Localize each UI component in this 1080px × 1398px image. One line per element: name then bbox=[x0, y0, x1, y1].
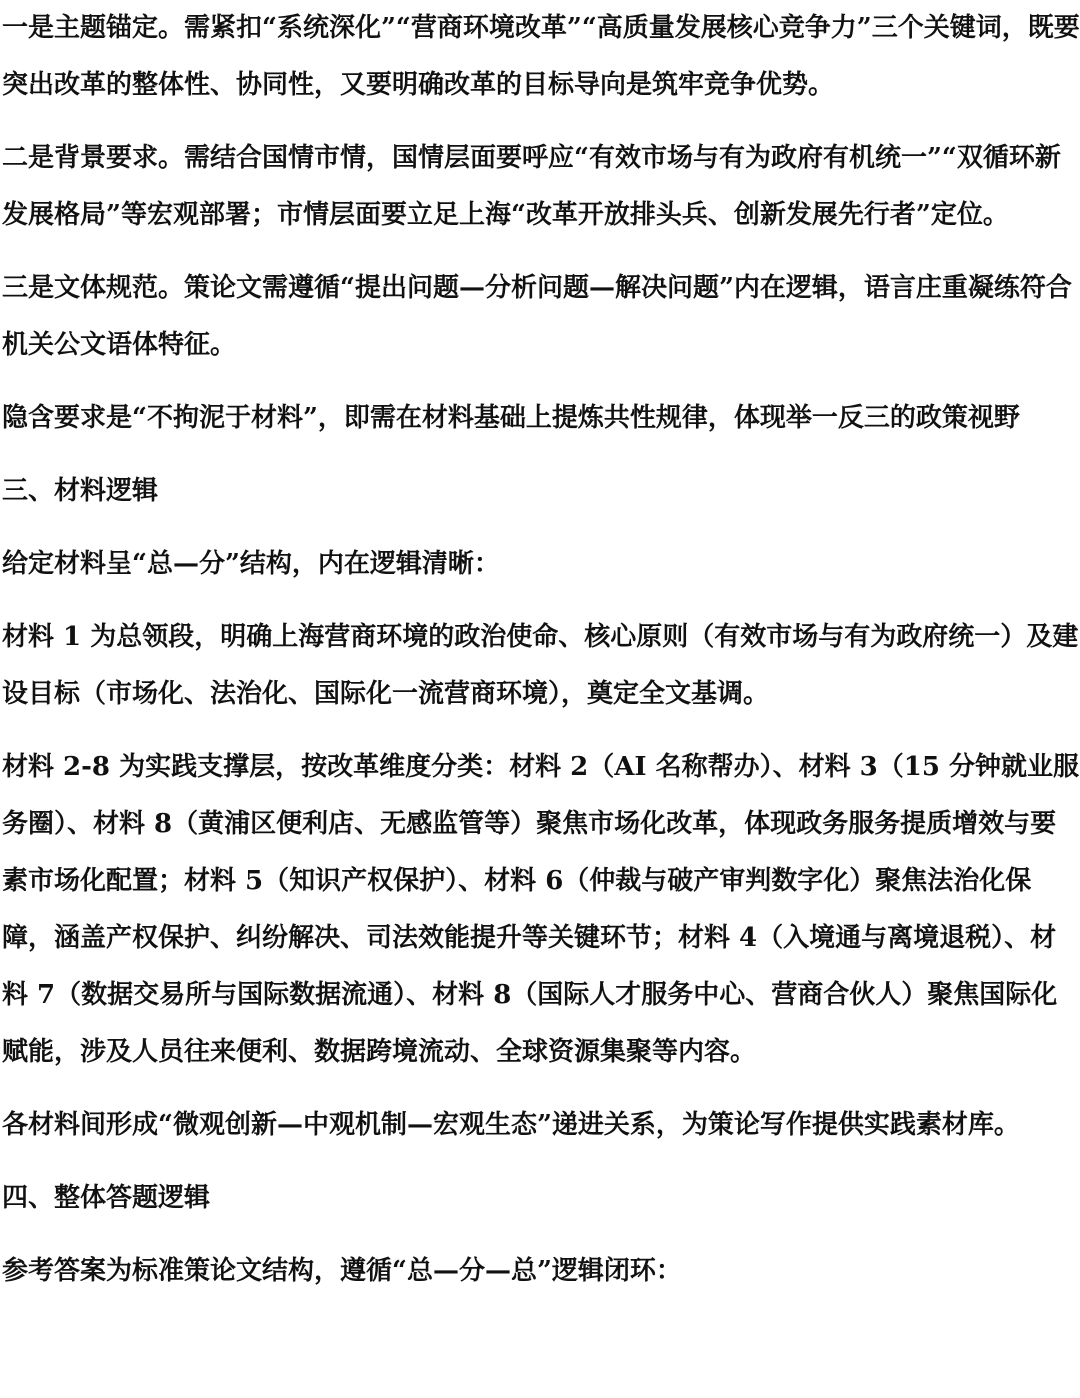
paragraph-gap bbox=[2, 447, 1080, 463]
paragraph-gap bbox=[2, 114, 1080, 130]
paragraph-background-requirement: 二是背景要求。需结合国情市情，国情层面要呼应“有效市场与有为政府有机统一”“双循环新发展格局”等宏观部署；市情层面要立足上海“改革开放排头兵、创新发展先行者”定位。 bbox=[2, 143, 1061, 230]
paragraph-gap bbox=[2, 1227, 1080, 1243]
paragraph-gap bbox=[2, 593, 1080, 609]
paragraph-gap bbox=[2, 1154, 1080, 1170]
paragraph-materials-2-8: 材料 2-8 为实践支撑层，按改革维度分类：材料 2（AI 名称帮办）、材料 3（15 分钟就业服务圈）、材料 8（黄浦区便利店、无感监管等）聚焦市场化改革，体现政务服务提质增效与要素市场化配置；材料 5（知识产权保护）、材料 6（仲裁与破产审判数字化）聚焦法治化保障，涵盖产权保护、纠纷解决、司法效能提升等关键环节；材料 4（入境通与离境退税）、材料 7（数据交易所与国际数据流通）、材料 8（国际人才服务中心、营商合伙人）聚焦国际化赋能，涉及人员往来便利、数据跨境流动、全球资源集聚等内容。 bbox=[2, 752, 1079, 1067]
paragraph-progressive-relation: 各材料间形成“微观创新—中观机制—宏观生态”递进关系，为策论写作提供实践素材库。 bbox=[2, 1110, 1020, 1140]
paragraph-material-structure: 给定材料呈“总—分”结构，内在逻辑清晰： bbox=[2, 549, 500, 579]
paragraph-implicit-requirement: 隐含要求是“不拘泥于材料”，即需在材料基础上提炼共性规律，体现举一反三的政策视野 bbox=[2, 403, 1020, 433]
paragraph-gap bbox=[2, 520, 1080, 536]
paragraph-gap bbox=[2, 244, 1080, 260]
paragraph-gap bbox=[2, 723, 1080, 739]
section-heading-answer-logic: 四、整体答题逻辑 bbox=[2, 1183, 211, 1213]
section-heading-material-logic: 三、材料逻辑 bbox=[2, 476, 159, 506]
paragraph-style-norm: 三是文体规范。策论文需遵循“提出问题—分析问题—解决问题”内在逻辑，语言庄重凝练符合机关公文语体特征。 bbox=[2, 273, 1072, 360]
paragraph-gap bbox=[2, 1081, 1080, 1097]
paragraph-gap bbox=[2, 374, 1080, 390]
paragraph-reference-answer: 参考答案为标准策论文结构，遵循“总—分—总”逻辑闭环： bbox=[2, 1256, 682, 1286]
paragraph-theme-anchor: 一是主题锚定。需紧扣“系统深化”“营商环境改革”“高质量发展核心竞争力”三个关键词，既要突出改革的整体性、协同性，又要明确改革的目标导向是筑牢竞争优势。 bbox=[2, 13, 1080, 100]
paragraph-material-1: 材料 1 为总领段，明确上海营商环境的政治使命、核心原则（有效市场与有为政府统一）及建设目标（市场化、法治化、国际化一流营商环境），奠定全文基调。 bbox=[2, 622, 1079, 709]
